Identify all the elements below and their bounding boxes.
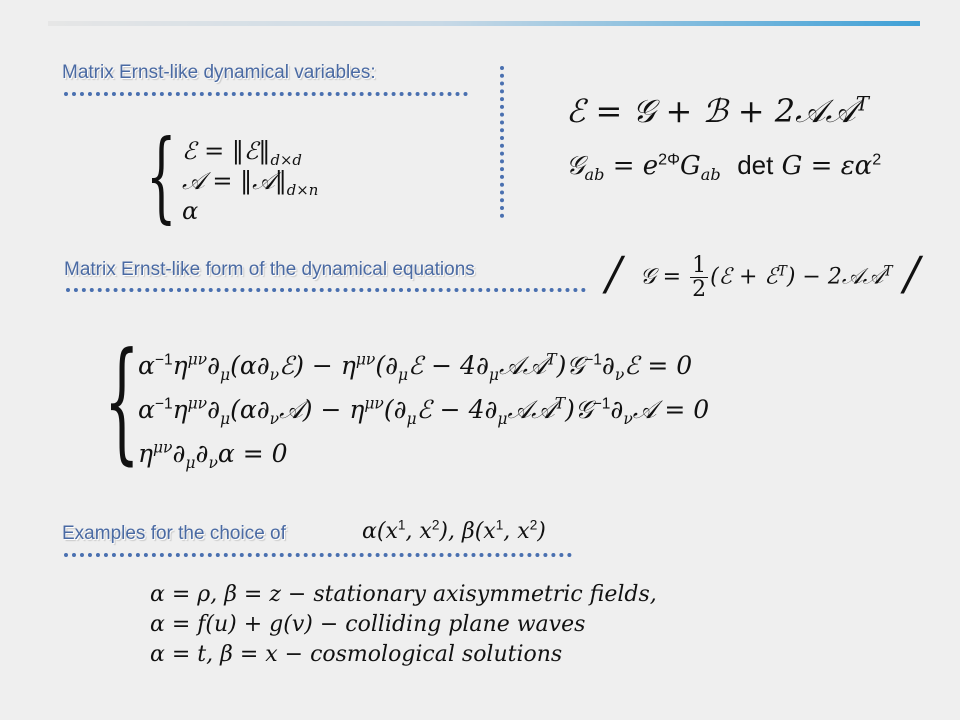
- equations-heading-underline: [66, 288, 586, 292]
- variable-alpha-line: α: [182, 197, 199, 225]
- example-colliding-waves: α = f(u) + g(v) − colliding plane waves: [150, 612, 586, 637]
- equation-2: $\alpha^{-1}\eta^{\mu\nu}\partial_\mu(\alpha\partial_\nu 𝒜)$ − $\eta^{\mu\nu}(\partial_\mu ℰ$ − $4\partial_\mu 𝒜𝒜^T)𝒢^{-1}\partial_\nu 𝒜 = 0$: [138, 394, 710, 428]
- section-divider: [500, 66, 504, 218]
- equations-block: [138, 344, 709, 476]
- right-slash: /: [904, 246, 920, 300]
- example-stationary: α = ρ, β = z − stationary axisymmetric fields,: [150, 582, 657, 607]
- g-definition: 𝒢 = $\frac{1}{2}$ (ℰ + ℰ$^T$) − 2𝒜𝒜$^T$: [640, 253, 893, 303]
- variables-block: [182, 136, 318, 226]
- variables-heading-underline: [64, 92, 468, 96]
- equations-brace: {: [104, 326, 140, 479]
- equation-3: $\eta^{\mu\nu}\partial_\mu\partial_\nu\alpha = 0$: [138, 438, 288, 472]
- g-ab-definition: 𝒢$_{ab}$ = $e^{2\Phi}G_{ab}$ $\det G = \varepsilon\alpha^2$: [566, 150, 882, 185]
- variables-heading: Matrix Ernst-like dynamical variables:: [62, 62, 376, 83]
- examples-list: [150, 580, 657, 670]
- choice-functions: $\alpha(x^1$, $x^2$), $\beta(x^1$, $x^2$): [362, 517, 546, 544]
- example-cosmological: α = t, β = x − cosmological solutions: [150, 642, 563, 667]
- variable-a-line: 𝒜 = $‖𝒜‖_{d\times n}$: [182, 167, 319, 199]
- equation-1: $\alpha^{-1}\eta^{\mu\nu}\partial_\mu(\alpha\partial_\nu ℰ)$ − $\eta^{\mu\nu}(\partial_\mu ℰ$ − $4\partial_\mu 𝒜𝒜^T)𝒢^{-1}\partial_\nu ℰ = 0$: [138, 350, 693, 384]
- examples-heading: Examples for the choice of: [62, 523, 286, 544]
- left-slash: /: [606, 246, 622, 300]
- examples-heading-underline: [64, 553, 572, 557]
- variables-brace: {: [146, 119, 177, 235]
- one-half-fraction: $\frac{1}{2}$: [692, 253, 707, 303]
- e-definition: ℰ = 𝒢 + ℬ + 2𝒜𝒜$^T$: [566, 92, 869, 130]
- equations-heading: Matrix Ernst-like form of the dynamical equations: [64, 259, 475, 280]
- variable-e-line: ℰ = $‖ℰ‖_{d\times d}$: [182, 137, 302, 169]
- title-accent-bar: [48, 21, 920, 26]
